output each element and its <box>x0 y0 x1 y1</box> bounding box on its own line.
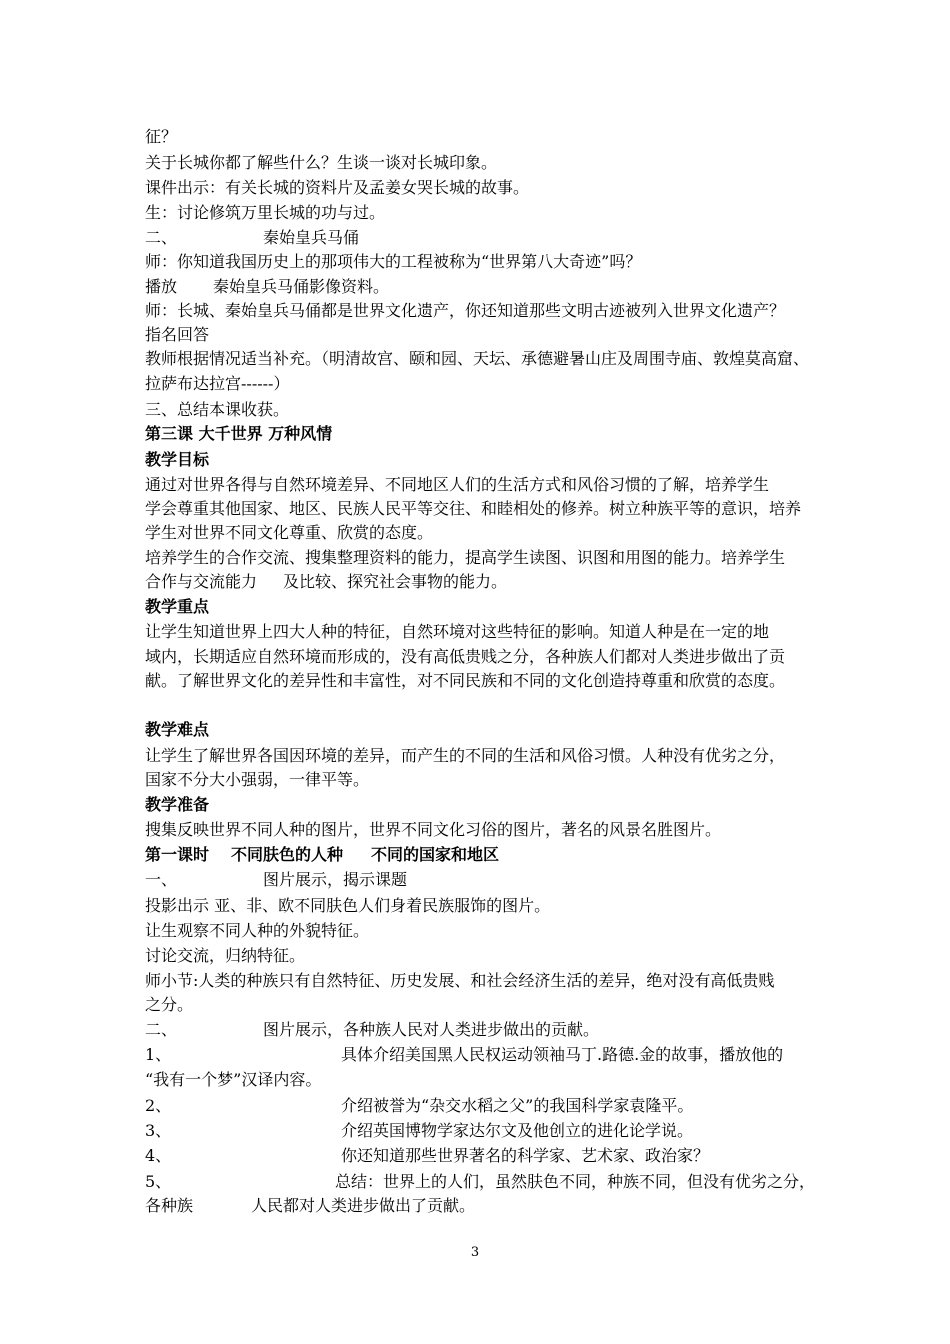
text-line: 各种族 人民都对人类进步做出了贡献。 <box>145 1196 476 1215</box>
period-title: 第一课时 不同肤色的人种 不同的国家和地区 <box>145 845 500 864</box>
section-heading: 二、 图片展示，各种族人民对人类进步做出的贡献。 <box>145 1020 600 1039</box>
text-line: 征？ <box>145 127 178 146</box>
list-item: 4、 你还知道那些世界著名的科学家、艺术家、政治家？ <box>145 1146 710 1165</box>
subheading-preparation: 教学准备 <box>145 795 210 814</box>
text-line: 讨论交流，归纳特征。 <box>145 946 306 965</box>
list-item: 1、 具体介绍美国黑人民权运动领袖马丁.路德.金的故事，播放他的 <box>145 1045 784 1064</box>
text-line: 生：讨论修筑万里长城的功与过。 <box>145 203 386 222</box>
text-line: 师小节:人类的种族只有自然特征、历史发展、和社会经济生活的差异，绝对没有高低贵贱 <box>145 971 775 990</box>
list-item: 5、 总结：世界上的人们，虽然肤色不同，种族不同，但没有优劣之分， <box>145 1172 816 1191</box>
text-line: 学生对世界不同文化尊重、欣赏的态度。 <box>145 523 434 542</box>
text-line: 关于长城你都了解些什么？生谈一谈对长城印象。 <box>145 153 498 172</box>
text-line: 拉萨布达拉宫------） <box>145 374 290 393</box>
text-line: 域内，长期适应自然环境而形成的，没有高低贵贱之分，各种族人们都对人类进步做出了贡 <box>145 647 786 666</box>
text-line: 课件出示：有关长城的资料片及孟姜女哭长城的故事。 <box>145 178 530 197</box>
list-item: 2、 介绍被誉为“杂交水稻之父”的我国科学家袁隆平。 <box>145 1096 694 1115</box>
text-line: 通过对世界各得与自然环境差异、不同地区人们的生活方式和风俗习惯的了解，培养学生 <box>145 475 770 494</box>
subheading-difficulties: 教学难点 <box>145 720 210 739</box>
text-line: 合作与交流能力 及比较、探究社会事物的能力。 <box>145 572 508 591</box>
section-heading: 一、 图片展示，揭示课题 <box>145 870 408 889</box>
text-line: 让学生了解世界各国因环境的差异，而产生的不同的生活和风俗习惯。人种没有优劣之分， <box>145 746 786 765</box>
text-line: 让学生知道世界上四大人种的特征，自然环境对这些特征的影响。知道人种是在一定的地 <box>145 622 770 641</box>
text-line: 国家不分大小强弱，一律平等。 <box>145 770 370 789</box>
text-line: 搜集反映世界不同人种的图片，世界不同文化习俗的图片，著名的风景名胜图片。 <box>145 820 722 839</box>
text-line: 献。了解世界文化的差异性和丰富性，对不同民族和不同的文化创造持尊重和欣赏的态度。 <box>145 671 786 690</box>
lesson-title: 第三课 大千世界 万种风情 <box>145 424 333 443</box>
page-number: 3 <box>470 1245 480 1260</box>
text-line: 投影出示 亚、非、欧不同肤色人们身着民族服饰的图片。 <box>145 896 551 915</box>
subheading-key-points: 教学重点 <box>145 597 210 616</box>
subheading-objectives: 教学目标 <box>145 450 210 469</box>
text-line: 之分。 <box>145 995 194 1014</box>
text-line: 让生观察不同人种的外貌特征。 <box>145 921 370 940</box>
text-line: 三、总结本课收获。 <box>145 400 290 419</box>
text-line: 培养学生的合作交流、搜集整理资料的能力，提高学生读图、识图和用图的能力。培养学生 <box>145 548 786 567</box>
text-line: “我有一个梦”汉译内容。 <box>145 1070 322 1089</box>
list-item: 3、 介绍英国博物学家达尔文及他创立的进化论学说。 <box>145 1121 694 1140</box>
text-line: 师：你知道我国历史上的那项伟大的工程被称为“世界第八大奇迹”吗？ <box>145 252 642 271</box>
text-line: 学会尊重其他国家、地区、民族人民平等交往、和睦相处的修养。树立种族平等的意识，培养 <box>145 499 802 518</box>
text-line: 指名回答 <box>145 325 210 344</box>
text-line: 播放 秦始皇兵马俑影像资料。 <box>145 277 390 296</box>
section-heading: 二、 秦始皇兵马俑 <box>145 228 360 247</box>
text-line: 教师根据情况适当补充。（明清故宫、颐和园、天坛、承德避暑山庄及周围寺庙、敦煌莫高窟、 <box>145 349 810 368</box>
text-line: 师：长城、秦始皇兵马俑都是世界文化遗产，你还知道那些文明古迹被列入世界文化遗产？ <box>145 301 786 320</box>
